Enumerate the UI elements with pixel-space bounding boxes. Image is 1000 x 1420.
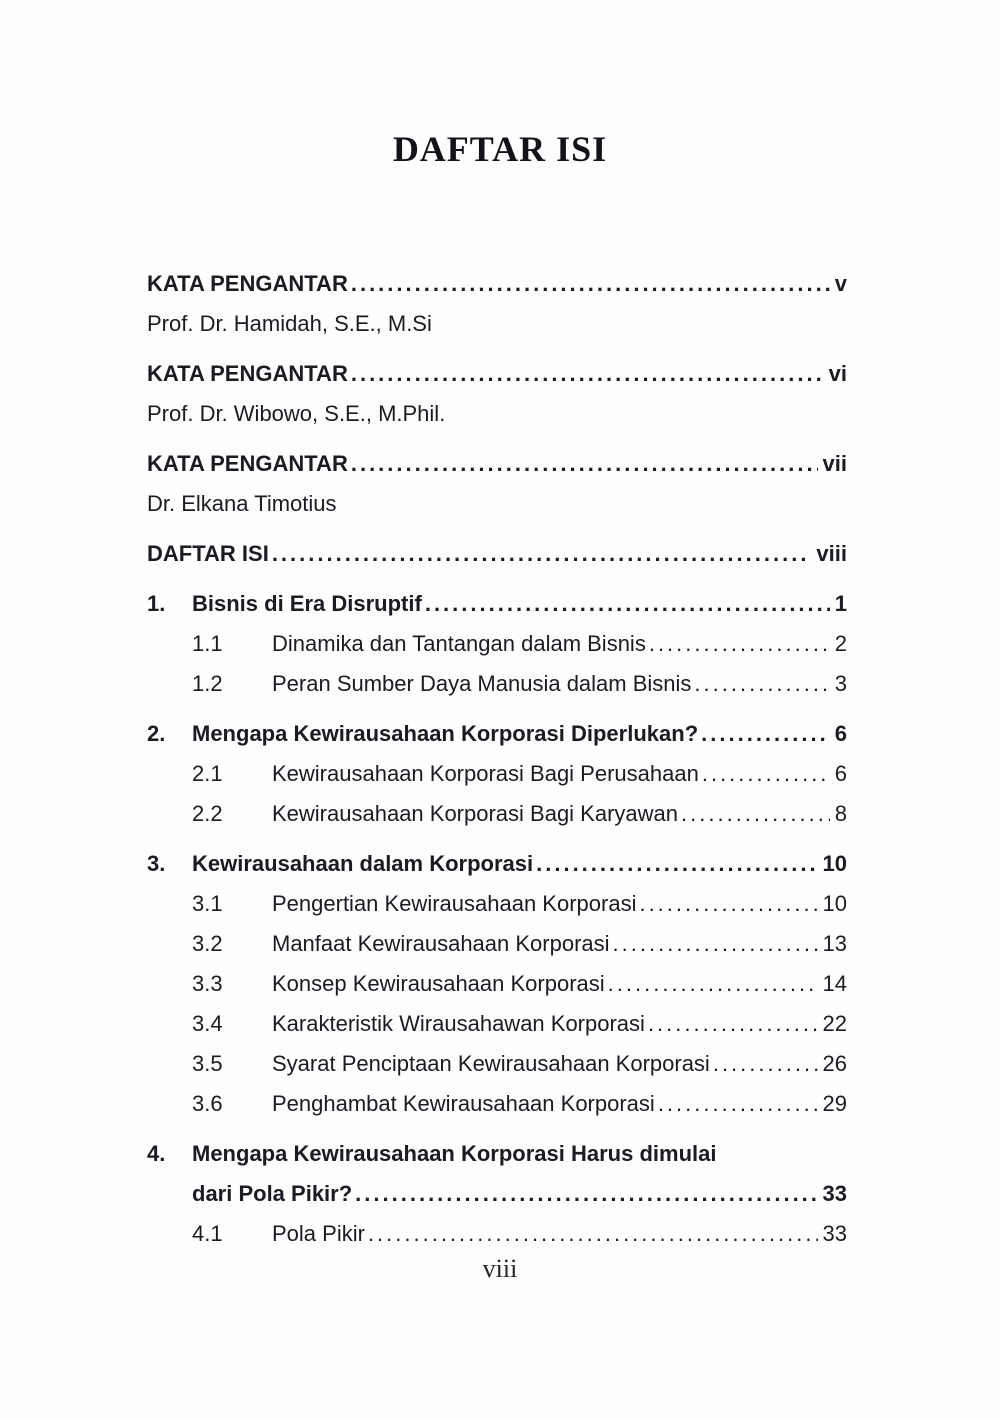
leader-dots [694,664,829,704]
section-page-number: 22 [822,1011,847,1036]
entry-label: KATA PENGANTAR [147,271,348,296]
section-number: 3.2 [192,931,223,956]
chapter-number: 1. [147,591,166,616]
section-page-number: 6 [834,761,847,786]
section-title: Manfaat Kewirausahaan Korporasi [272,931,610,956]
section-entry [147,754,847,794]
section-number: 3.4 [192,1011,223,1036]
section-number: 2.2 [192,801,223,826]
chapter-number: 4. [147,1141,166,1166]
section-title: Kewirausahaan Korporasi Bagi Perusahaan [272,761,699,786]
chapter-number: 3. [147,851,166,876]
section-entry [147,964,847,1004]
section-entry [147,624,847,664]
section-title: Pengertian Kewirausahaan Korporasi [272,891,637,916]
author-line [147,484,847,524]
leader-dots [681,794,830,834]
leader-dots [355,1174,817,1214]
section-page-number: 10 [822,891,847,916]
section-number: 1.1 [192,631,223,656]
front-matter-group [147,444,847,524]
section-page-number: 8 [834,801,847,826]
entry-page-number: vii [822,451,847,476]
toc-entry [147,264,847,304]
author-name: Dr. Elkana Timotius [147,491,337,516]
section-number: 3.6 [192,1091,223,1116]
leader-dots [425,584,830,624]
chapter-title: Mengapa Kewirausahaan Korporasi Diperlukan? [192,721,699,746]
section-entry [147,924,847,964]
section-title: Syarat Penciptaan Kewirausahaan Korporasi [272,1051,710,1076]
section-title: Penghambat Kewirausahaan Korporasi [272,1091,655,1116]
section-entry [147,1084,847,1124]
section-number: 3.5 [192,1051,223,1076]
page-title: DAFTAR ISI [392,129,608,169]
chapter-title-line2: dari Pola Pikir? [192,1181,353,1206]
section-page-number: 26 [822,1051,847,1076]
entry-label: DAFTAR ISI [147,541,269,566]
leader-dots [536,844,817,884]
leader-dots [368,1214,818,1254]
front-matter-group [147,264,847,344]
chapter-entry [147,714,847,754]
section-title: Karakteristik Wirausahawan Korporasi [272,1011,645,1036]
section-entry [147,1044,847,1084]
entry-page-number: viii [816,541,847,566]
chapter-group [147,714,847,834]
section-entry [147,794,847,834]
section-title: Dinamika dan Tantangan dalam Bisnis [272,631,646,656]
leader-dots [272,534,812,574]
chapter-group [147,1134,847,1254]
leader-dots [351,354,824,394]
leader-dots [648,1004,818,1044]
chapter-entry-continuation [147,1174,847,1214]
section-number: 2.1 [192,761,223,786]
section-title: Kewirausahaan Korporasi Bagi Karyawan [272,801,679,826]
chapter-title-line1: Mengapa Kewirausahaan Korporasi Harus dimulai [192,1141,717,1166]
section-page-number: 29 [822,1091,847,1116]
leader-dots [608,964,818,1004]
chapter-entry [147,1134,847,1174]
section-number: 3.1 [192,891,223,916]
entry-label: KATA PENGANTAR [147,361,348,386]
section-title: Konsep Kewirausahaan Korporasi [272,971,605,996]
leader-dots [701,714,830,754]
section-page-number: 2 [834,631,847,656]
section-title: Pola Pikir [272,1221,365,1246]
leader-dots [713,1044,818,1084]
leader-dots [639,884,817,924]
leader-dots [351,264,830,304]
chapter-entry [147,584,847,624]
section-page-number: 14 [822,971,847,996]
table-of-contents [147,264,847,1254]
leader-dots [351,444,818,484]
entry-page-number: vi [828,361,847,386]
toc-entry [147,444,847,484]
author-line [147,304,847,344]
section-page-number: 13 [822,931,847,956]
section-title: Peran Sumber Daya Manusia dalam Bisnis [272,671,692,696]
chapter-page-number: 10 [822,851,847,876]
entry-page-number: v [834,271,847,296]
chapter-title: Bisnis di Era Disruptif [192,591,422,616]
section-number: 1.2 [192,671,223,696]
section-entry [147,664,847,704]
author-name: Prof. Dr. Hamidah, S.E., M.Si [147,311,432,336]
author-line [147,394,847,434]
footer-page-number: viii [482,1254,518,1283]
section-page-number: 3 [834,671,847,696]
section-entry [147,1214,847,1254]
toc-entry [147,354,847,394]
chapter-group [147,844,847,1124]
author-name: Prof. Dr. Wibowo, S.E., M.Phil. [147,401,446,426]
chapter-page-number: 6 [834,721,847,746]
chapter-title: Kewirausahaan dalam Korporasi [192,851,534,876]
chapter-number: 2. [147,721,166,746]
leader-dots [702,754,830,794]
chapter-page-number: 1 [834,591,847,616]
chapter-group [147,584,847,704]
leader-dots [658,1084,818,1124]
front-matter-group [147,354,847,434]
entry-label: KATA PENGANTAR [147,451,348,476]
chapter-entry [147,844,847,884]
section-entry [147,884,847,924]
leader-dots [649,624,830,664]
chapter-page-number: 33 [822,1181,847,1206]
section-number: 4.1 [192,1221,223,1246]
front-matter-group [147,534,847,574]
section-number: 3.3 [192,971,223,996]
section-entry [147,1004,847,1044]
leader-dots [613,924,818,964]
toc-entry [147,534,847,574]
section-page-number: 33 [822,1221,847,1246]
